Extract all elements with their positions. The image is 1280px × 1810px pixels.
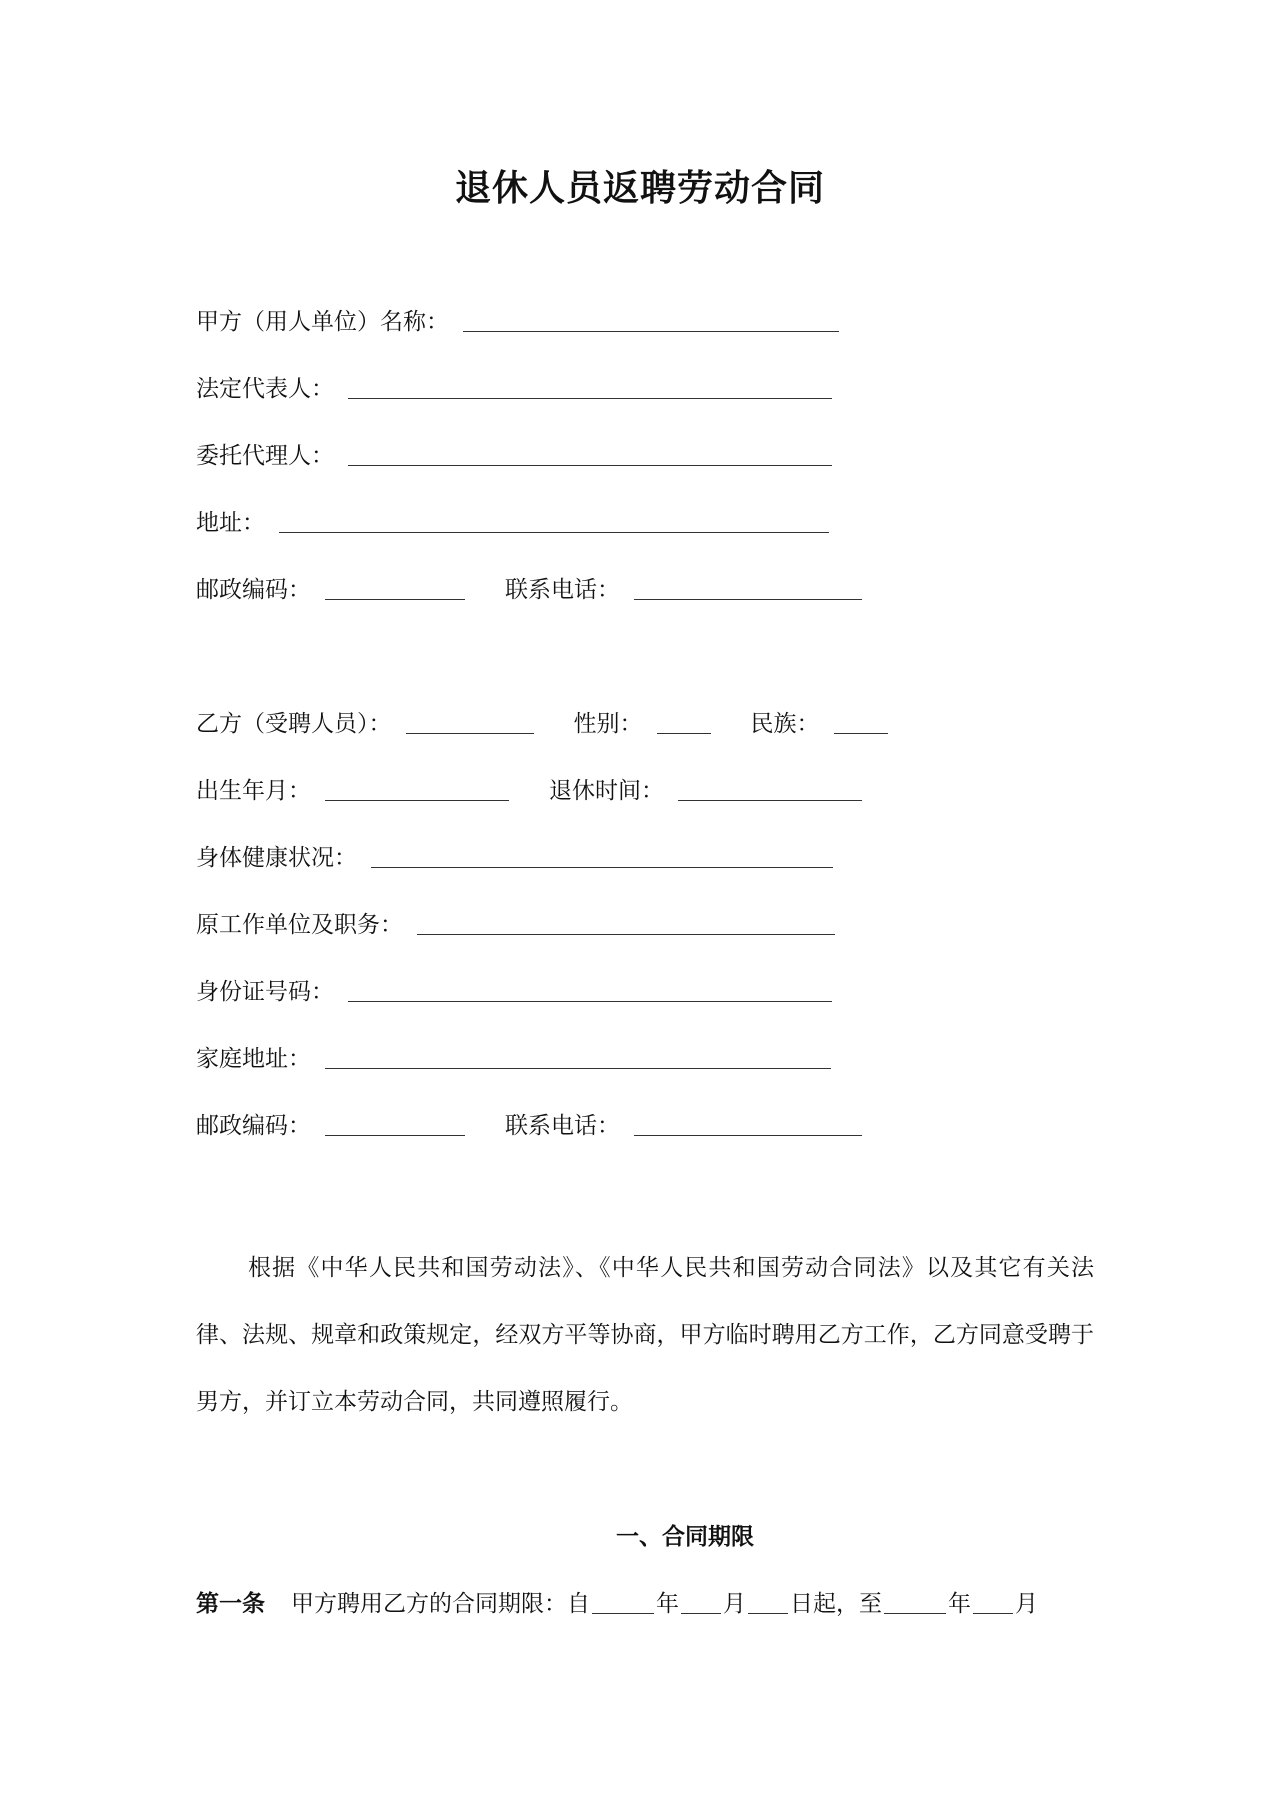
health-row [196, 838, 833, 872]
month2-label: 月 [1015, 1591, 1038, 1617]
id-label: 身份证号码： [196, 979, 334, 1005]
party-b-name-row [196, 704, 888, 738]
party-b-phone-label: 联系电话： [505, 1113, 620, 1139]
party-a-phone-field[interactable] [634, 575, 862, 600]
party-b-contact-row [196, 1106, 862, 1140]
ethnicity-field[interactable] [834, 709, 888, 734]
article-number: 第一条 [196, 1591, 265, 1617]
party-b-postcode-label: 邮政编码： [196, 1113, 311, 1139]
day-from-label: 日起，至 [790, 1591, 882, 1617]
agent-label: 委托代理人： [196, 443, 334, 469]
home-address-row [196, 1039, 831, 1073]
legal-rep-label: 法定代表人： [196, 376, 334, 402]
address-field[interactable] [279, 508, 829, 533]
party-a-postcode-field[interactable] [325, 575, 465, 600]
address-label: 地址： [196, 510, 265, 536]
address-row [196, 503, 829, 537]
start-day-field[interactable] [748, 1589, 788, 1614]
id-row [196, 972, 832, 1006]
end-year-field[interactable] [884, 1589, 946, 1614]
start-year-field[interactable] [592, 1589, 654, 1614]
health-field[interactable] [371, 843, 833, 868]
agent-row [196, 436, 832, 470]
party-b-phone-field[interactable] [634, 1111, 862, 1136]
legal-rep-row [196, 369, 832, 403]
document-title: 退休人员返聘劳动合同 [454, 168, 825, 209]
article-1 [196, 1584, 1038, 1618]
health-label: 身体健康状况： [196, 845, 357, 871]
party-b-name-field[interactable] [406, 709, 534, 734]
ethnicity-label: 民族： [750, 711, 820, 737]
former-job-row [196, 905, 835, 939]
start-month-field[interactable] [681, 1589, 721, 1614]
party-b-name-label: 乙方（受聘人员）： [196, 711, 392, 737]
preamble-paragraph: 根据《中华人民共和国劳动法》、《中华人民共和国劳动合同法》以及其它有关法律、法规、规章和政策规定，经双方平等协商，甲方临时聘用乙方工作，乙方同意受聘于男方，并订立本劳动合同，共同遵照履行。 [196, 1255, 1094, 1415]
former-job-field[interactable] [417, 910, 835, 935]
gender-label: 性别： [573, 711, 643, 737]
party-b-postcode-field[interactable] [325, 1111, 465, 1136]
party-a-phone-label: 联系电话： [505, 577, 620, 603]
party-a-postcode-label: 邮政编码： [196, 577, 311, 603]
party-a-name-field[interactable] [463, 307, 839, 332]
year-label: 年 [656, 1591, 679, 1617]
section-heading-contract-term: 一、合同期限 [616, 1524, 754, 1550]
end-month-field[interactable] [973, 1589, 1013, 1614]
party-a-name-row [196, 302, 839, 336]
month-label: 月 [723, 1591, 746, 1617]
year2-label: 年 [948, 1591, 971, 1617]
retire-label: 退休时间： [549, 778, 664, 804]
home-address-field[interactable] [325, 1044, 831, 1069]
birth-retire-row [196, 771, 862, 805]
retire-field[interactable] [678, 776, 862, 801]
article-1-text: 甲方聘用乙方的合同期限：自 [291, 1591, 590, 1617]
gender-field[interactable] [657, 709, 711, 734]
birth-field[interactable] [325, 776, 509, 801]
former-job-label: 原工作单位及职务： [196, 912, 403, 938]
id-field[interactable] [348, 977, 832, 1002]
agent-field[interactable] [348, 441, 832, 466]
home-address-label: 家庭地址： [196, 1046, 311, 1072]
party-a-contact-row [196, 570, 862, 604]
party-a-name-label: 甲方（用人单位）名称： [196, 309, 449, 335]
legal-rep-field[interactable] [348, 374, 832, 399]
birth-label: 出生年月： [196, 778, 311, 804]
